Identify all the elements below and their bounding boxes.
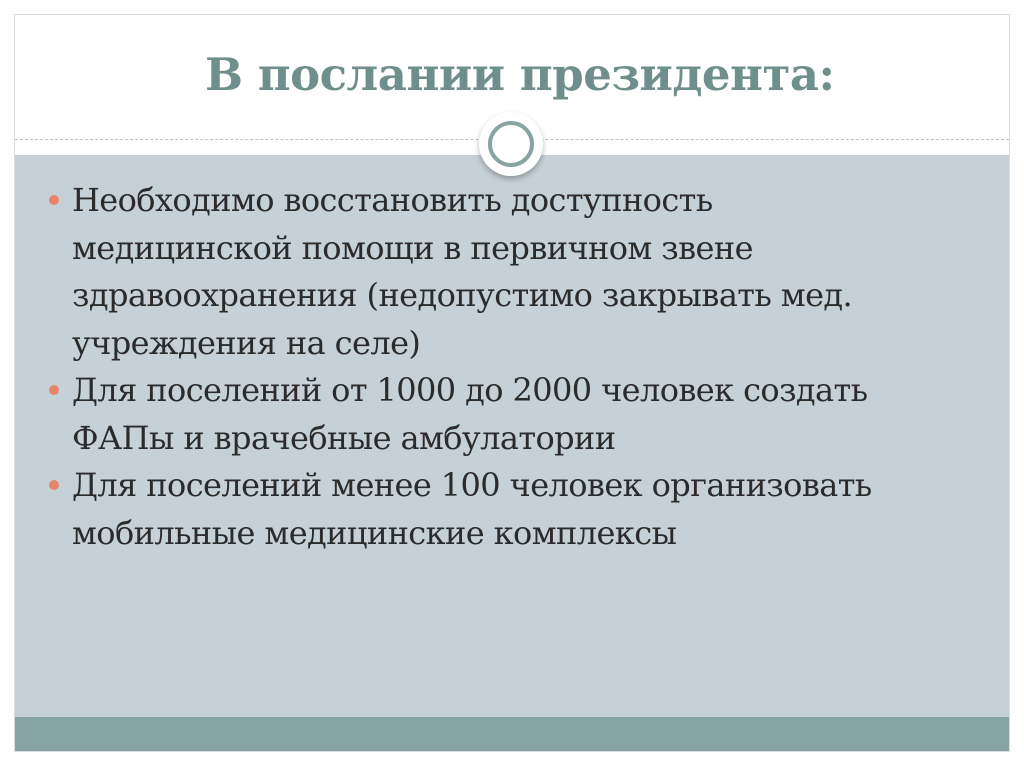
ring-inner bbox=[488, 121, 534, 167]
bullet-dot-icon bbox=[49, 385, 59, 395]
bullet-item bbox=[46, 177, 966, 367]
bullet-item bbox=[46, 367, 966, 462]
bullet-line: Для поселений менее 100 человек организовать bbox=[72, 466, 872, 504]
bullet-dot-icon bbox=[49, 195, 59, 205]
bullet-line: здравоохранения (недопустимо закрывать мед. bbox=[72, 276, 853, 314]
bullet-line: мобильные медицинские комплексы bbox=[72, 513, 677, 552]
bullet-line: ФАПы и врачебные амбулатории bbox=[72, 418, 616, 457]
bullet-line: учреждения на селе) bbox=[72, 323, 421, 362]
bullet-line: Необходимо восстановить доступность bbox=[72, 181, 713, 219]
bullet-dot-icon bbox=[49, 480, 59, 490]
ring-icon bbox=[479, 112, 543, 176]
bullet-line: медицинской помощи в первичном звене bbox=[72, 228, 753, 267]
bullet-list bbox=[46, 177, 966, 557]
slide-title: В послании президента: bbox=[205, 48, 835, 101]
bullet-line: Для поселений от 1000 до 2000 человек создать bbox=[72, 371, 868, 409]
bullet-item bbox=[46, 462, 966, 557]
